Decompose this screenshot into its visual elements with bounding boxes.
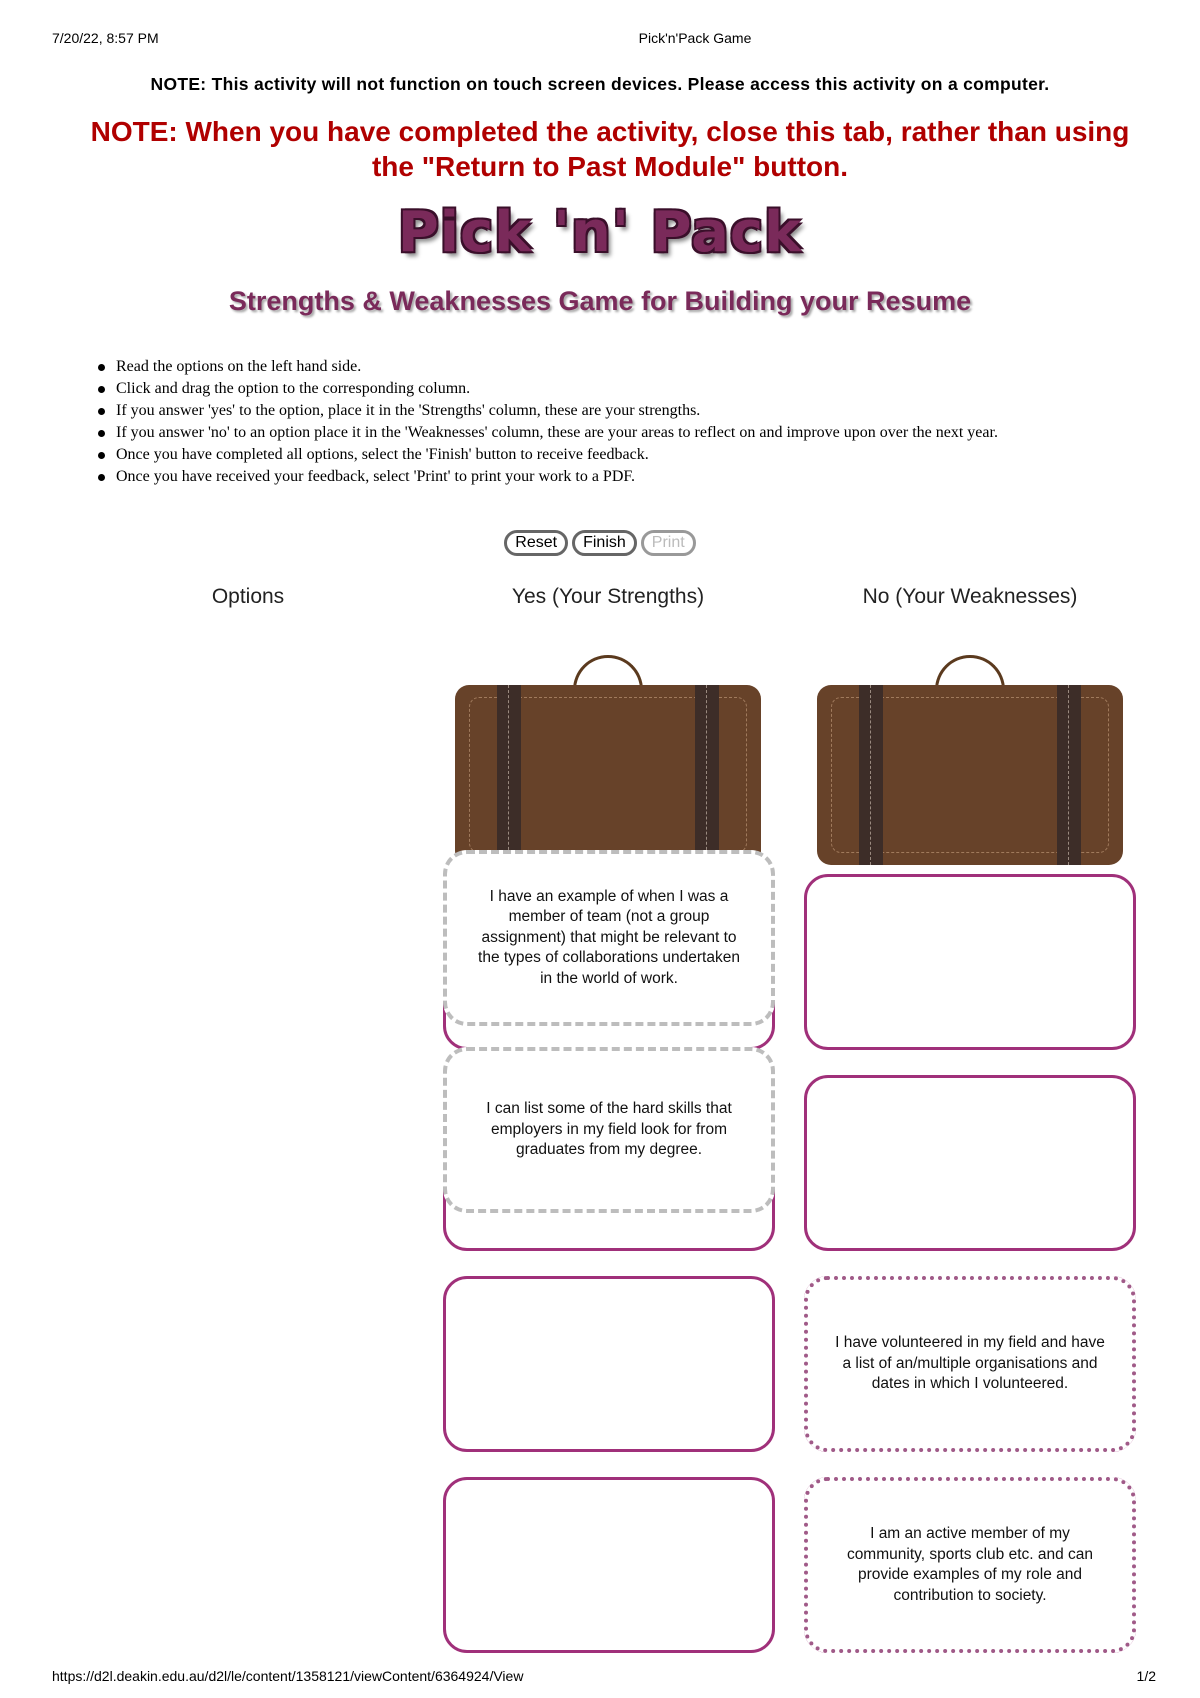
instruction-item: Once you have received your feedback, select 'Print' to print your work to a PDF. bbox=[96, 466, 1136, 488]
instruction-item: Once you have completed all options, select the 'Finish' button to receive feedback. bbox=[96, 444, 1136, 466]
print-title: Pick'n'Pack Game bbox=[638, 30, 752, 46]
option-card-volunteered[interactable]: I have volunteered in my field and have a list of an/multiple organisations and dates in which I volunteered. bbox=[804, 1276, 1136, 1452]
strengths-drop-slot-4[interactable] bbox=[443, 1477, 775, 1653]
close-tab-note: NOTE: When you have completed the activity, close this tab, rather than using the "Return to Past Module" button. bbox=[90, 116, 1130, 182]
instructions-list bbox=[96, 356, 1136, 488]
game-controls bbox=[0, 530, 1200, 556]
weaknesses-drop-slot-1[interactable] bbox=[804, 874, 1136, 1050]
instruction-item: If you answer 'no' to an option place it in the 'Weaknesses' column, these are your areas to reflect on and improve upon over the next year. bbox=[96, 422, 1136, 444]
print-footer bbox=[0, 1668, 1200, 1688]
print-page-number: 1/2 bbox=[1136, 1668, 1156, 1684]
options-column-header: Options bbox=[211, 585, 285, 608]
print-button: Print bbox=[641, 530, 696, 556]
strengths-suitcase bbox=[455, 655, 761, 865]
option-card-hard-skills[interactable]: I can list some of the hard skills that employers in my field look for from graduates from my degree. bbox=[443, 1047, 775, 1213]
touch-note: NOTE: This activity will not function on touch screen devices. Please access this activity on a computer. bbox=[150, 74, 1050, 94]
suitcase-body bbox=[817, 685, 1123, 865]
strengths-drop-slot-3[interactable] bbox=[443, 1276, 775, 1452]
suitcase-body bbox=[455, 685, 761, 865]
finish-button[interactable]: Finish bbox=[572, 530, 637, 556]
print-header bbox=[0, 30, 1200, 50]
weaknesses-drop-slot-2[interactable] bbox=[804, 1075, 1136, 1251]
strengths-column-header: Yes (Your Strengths) bbox=[511, 585, 705, 608]
option-card-team[interactable]: I have an example of when I was a member of team (not a group assignment) that might be relevant to the types of collaborations undertaken in the world of work. bbox=[443, 850, 775, 1026]
pick-n-pack-logo: Pick 'n' Pack bbox=[397, 200, 803, 265]
game-subtitle: Strengths & Weaknesses Game for Building your Resume bbox=[228, 286, 972, 316]
print-url: https://d2l.deakin.edu.au/d2l/le/content/1358121/viewContent/6364924/View bbox=[52, 1668, 524, 1684]
instruction-item: Click and drag the option to the corresponding column. bbox=[96, 378, 1136, 400]
print-date: 7/20/22, 8:57 PM bbox=[52, 30, 159, 46]
weaknesses-suitcase bbox=[817, 655, 1123, 865]
reset-button[interactable]: Reset bbox=[504, 530, 568, 556]
option-card-community[interactable]: I am an active member of my community, sports club etc. and can provide examples of my role and contribution to society. bbox=[804, 1477, 1136, 1653]
instruction-item: Read the options on the left hand side. bbox=[96, 356, 1136, 378]
weaknesses-column-header: No (Your Weaknesses) bbox=[862, 585, 1078, 608]
instruction-item: If you answer 'yes' to the option, place it in the 'Strengths' column, these are your strengths. bbox=[96, 400, 1136, 422]
